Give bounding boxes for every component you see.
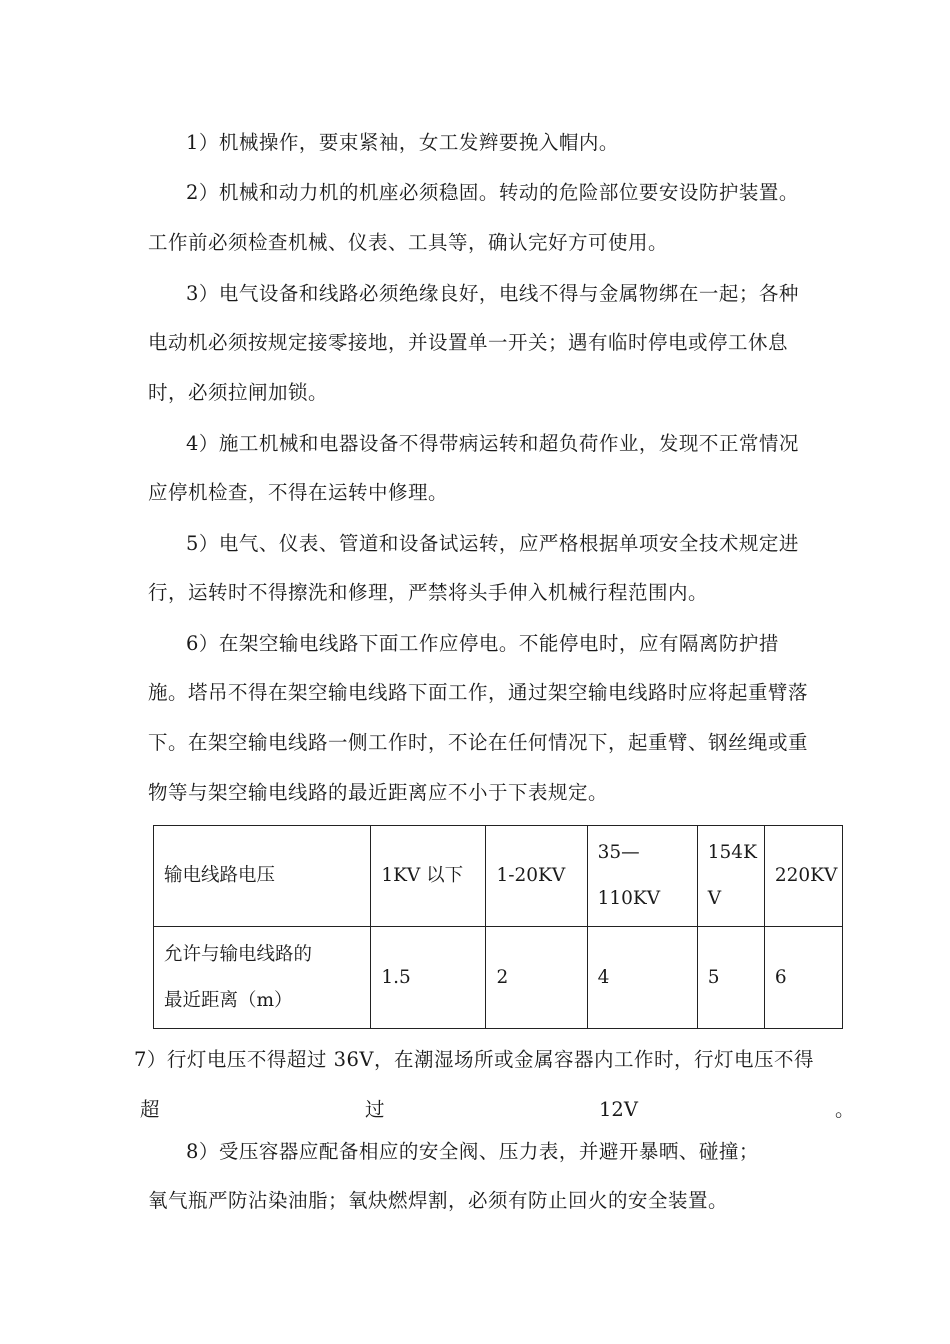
table-cell-value: 1.5 xyxy=(371,927,486,1029)
paragraph-4-line-1: 4）施工机械和电器设备不得带病运转和超负荷作业，发现不正常情况 xyxy=(186,432,799,455)
paragraph-1: 1）机械操作，要束紧袖，女工发辫要挽入帽内。 xyxy=(186,131,619,154)
table-cell-154kv xyxy=(697,826,764,927)
table-cell-voltage-label: 输电线路电压 xyxy=(154,826,371,927)
paragraph-2-line-2: 工作前必须检查机械、仪表、工具等，确认完好方可使用。 xyxy=(148,231,669,254)
table-cell-distance-label xyxy=(154,927,371,1029)
table-cell-distance-label-line-2: 最近距离（m） xyxy=(164,989,293,1011)
table-cell-154kv-line-2: V xyxy=(707,888,722,909)
paragraph-7-line-1: 7）行灯电压不得超过 36V，在潮湿场所或金属容器内工作时，行灯电压不得 xyxy=(134,1048,815,1071)
paragraph-8-line-2: 氧气瓶严防沾染油脂；氧炔燃焊割，必须有防止回火的安全装置。 xyxy=(148,1189,729,1212)
table-cell-value: 6 xyxy=(764,927,842,1029)
paragraph-3-line-1: 3）电气设备和线路必须绝缘良好，电线不得与金属物绑在一起；各种 xyxy=(186,282,799,305)
paragraph-7-word: 过 xyxy=(365,1098,385,1121)
paragraph-5-line-1: 5）电气、仪表、管道和设备试运转，应严格根据单项安全技术规定进 xyxy=(186,532,799,555)
table-header-row xyxy=(154,826,843,927)
table-cell-1-20kv: 1-20KV xyxy=(486,826,587,927)
paragraph-7-word: 。 xyxy=(835,1098,855,1121)
table-cell-value: 4 xyxy=(587,927,697,1029)
distance-table xyxy=(153,825,843,1029)
paragraph-7-word: 12V xyxy=(599,1098,638,1121)
paragraph-3-line-2: 电动机必须按规定接零接地，并设置单一开关；遇有临时停电或停工休息 xyxy=(148,331,789,354)
table-cell-35-110kv-line-1: 35— xyxy=(597,842,640,863)
table-cell-value: 5 xyxy=(697,927,764,1029)
table-cell-value: 2 xyxy=(486,927,587,1029)
paragraph-6-line-2: 施。塔吊不得在架空输电线路下面工作，通过架空输电线路时应将起重臂落 xyxy=(148,681,809,704)
paragraph-6-line-1: 6）在架空输电线路下面工作应停电。不能停电时，应有隔离防护措 xyxy=(186,632,779,655)
paragraph-3-line-3: 时，必须拉闸加锁。 xyxy=(148,381,329,404)
table-cell-distance-label-line-1: 允许与输电线路的 xyxy=(164,943,313,965)
paragraph-4-line-2: 应停机检查，不得在运转中修理。 xyxy=(148,481,449,504)
paragraph-2-line-1: 2）机械和动力机的机座必须稳固。转动的危险部位要安设防护装置。 xyxy=(186,181,799,204)
paragraph-7-line-2 xyxy=(140,1098,855,1122)
table-cell-35-110kv xyxy=(587,826,697,927)
table-cell-1kv: 1KV 以下 xyxy=(371,826,486,927)
paragraph-6-line-3: 下。在架空输电线路一侧工作时，不论在任何情况下，起重臂、钢丝绳或重 xyxy=(148,731,809,754)
paragraph-6-line-4: 物等与架空输电线路的最近距离应不小于下表规定。 xyxy=(148,781,609,804)
table-cell-35-110kv-line-2: 110KV xyxy=(597,888,661,909)
paragraph-7-word: 超 xyxy=(140,1098,160,1121)
table-value-row xyxy=(154,927,843,1029)
table-cell-154kv-line-1: 154K xyxy=(707,842,757,863)
paragraph-8-line-1: 8）受压容器应配备相应的安全阀、压力表，并避开暴晒、碰撞； xyxy=(186,1140,759,1163)
paragraph-5-line-2: 行，运转时不得擦洗和修理，严禁将头手伸入机械行程范围内。 xyxy=(148,581,709,604)
table-cell-220kv: 220KV xyxy=(764,826,842,927)
